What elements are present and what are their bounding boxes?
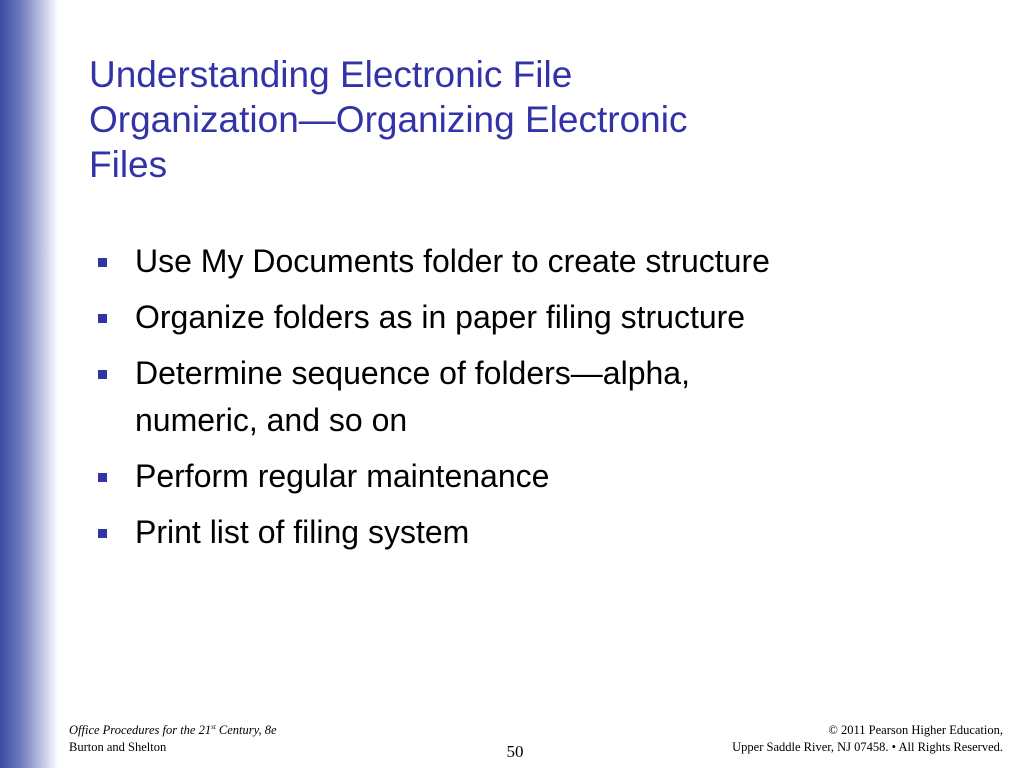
book-title — [69, 722, 277, 739]
slide-title — [89, 52, 989, 187]
square-bullet-icon — [98, 473, 107, 482]
page-number: 50 — [506, 742, 524, 761]
bullet-item — [96, 350, 956, 444]
slide-title-line: Organization—Organizing Electronic — [89, 99, 688, 140]
bullet-text: Perform regular maintenance — [135, 458, 550, 494]
square-bullet-icon — [98, 529, 107, 538]
slide-title-line: Files — [89, 144, 168, 185]
bullet-text: Print list of filing system — [135, 514, 470, 550]
book-title-suffix: Century, 8e — [215, 723, 277, 737]
footer-copyright — [732, 722, 1003, 756]
bullet-item — [96, 238, 956, 285]
bullet-item — [96, 453, 956, 500]
bullet-text: Determine sequence of folders—alpha, — [135, 355, 690, 391]
decorative-side-gradient-bar — [0, 0, 58, 768]
bullet-text: Organize folders as in paper filing structure — [135, 299, 746, 335]
bullet-list — [96, 238, 956, 565]
slide-title-line: Understanding Electronic File — [89, 54, 573, 95]
square-bullet-icon — [98, 370, 107, 379]
book-title-superscript: st — [211, 722, 216, 731]
bullet-text-continuation: numeric, and so on — [135, 402, 408, 438]
bullet-item — [96, 294, 956, 341]
book-authors: Burton and Shelton — [69, 740, 167, 754]
bullet-item — [96, 509, 956, 556]
bullet-text: Use My Documents folder to create structure — [135, 243, 770, 279]
copyright-line: Upper Saddle River, NJ 07458. • All Rights Reserved. — [732, 740, 1003, 754]
square-bullet-icon — [98, 258, 107, 267]
square-bullet-icon — [98, 314, 107, 323]
book-title-prefix: Office Procedures for the 21 — [69, 723, 212, 737]
footer-book-info — [69, 722, 277, 756]
copyright-line: © 2011 Pearson Higher Education, — [828, 723, 1003, 737]
